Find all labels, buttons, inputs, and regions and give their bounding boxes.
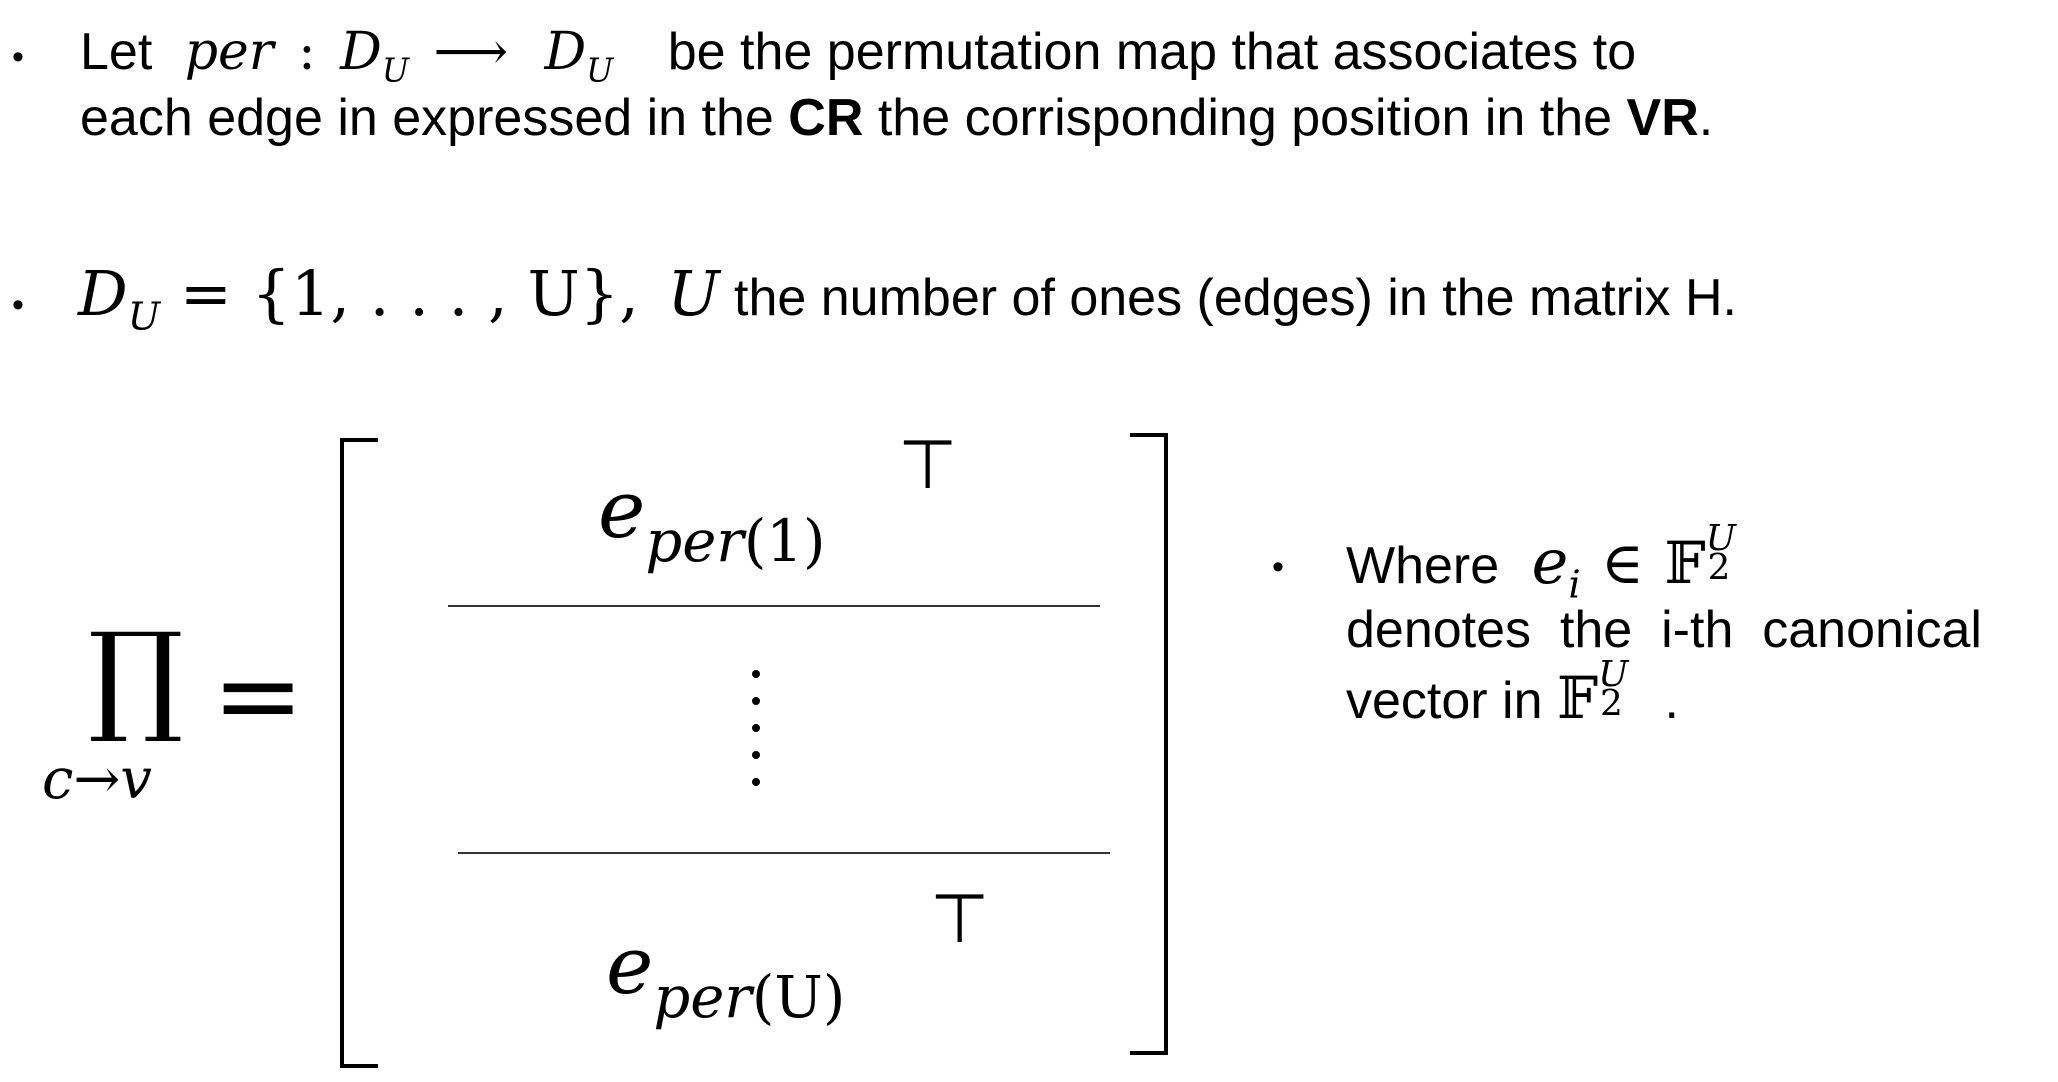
matrix-row-first: $e_{per(1)}$	[598, 463, 826, 576]
per-symbol: per	[184, 22, 274, 82]
right-bracket	[1130, 433, 1168, 1055]
field-F2U-symbol-2: 𝔽 U 2	[1556, 654, 1629, 732]
product-subscript: c→v	[42, 747, 152, 812]
bullet-1-line-2	[80, 86, 1713, 150]
bullet-1-line-1	[80, 20, 1637, 90]
row-divider-top	[448, 605, 1100, 607]
let-word: Let	[80, 23, 153, 81]
vector-in-text: vector in	[1346, 672, 1543, 730]
element-of-symbol: ∈	[1601, 529, 1644, 597]
bullet-2-description: the number of ones (edges) in the matrix H.	[734, 269, 1737, 327]
equals-sign: =	[212, 631, 305, 759]
cr-term: CR	[788, 89, 864, 147]
bullet-3-line-1	[1346, 518, 1738, 608]
vertical-ellipsis	[752, 670, 760, 790]
colon-symbol: :	[298, 22, 316, 82]
transpose-symbol-first: ⊤	[898, 426, 958, 505]
matrix-row-last: $e_{per(U)}$	[606, 919, 846, 1032]
bullet-2-marker: •	[12, 286, 24, 324]
domain-D: $D_U$	[78, 257, 161, 340]
bullet-3-marker: •	[1272, 548, 1284, 586]
line2-period: .	[1698, 89, 1714, 147]
U-symbol: U	[667, 257, 720, 330]
arrow-symbol: ⟶	[433, 22, 508, 82]
domain-D-left: $D_U$	[340, 22, 409, 90]
bullet-2-line	[78, 257, 1737, 340]
line3-period: .	[1664, 672, 1679, 730]
line2-part-a: each edge in expressed in the	[80, 89, 789, 147]
bullet-3-line-2: denotes the i-th canonical	[1346, 601, 1982, 659]
row-divider-bottom	[458, 852, 1110, 854]
domain-D-right: $D_U$	[544, 22, 614, 90]
field-F2U-symbol: 𝔽 U 2	[1664, 518, 1736, 597]
left-bracket	[340, 438, 378, 1068]
where-word: Where	[1346, 537, 1500, 595]
bullet-1-marker: •	[12, 38, 24, 76]
transpose-symbol-last: ⊤	[930, 880, 990, 959]
domain-set: = {1, . . . , U},	[160, 257, 639, 330]
line2-part-b: the corrisponding position in the	[863, 89, 1627, 147]
e-i-symbol: $e_i$	[1531, 525, 1581, 608]
vr-term: VR	[1626, 89, 1699, 147]
bullet-1-description: be the permutation map that associates to	[667, 23, 1637, 81]
product-symbol: ∏	[88, 608, 184, 747]
bullet-3-line-3	[1346, 654, 1679, 733]
